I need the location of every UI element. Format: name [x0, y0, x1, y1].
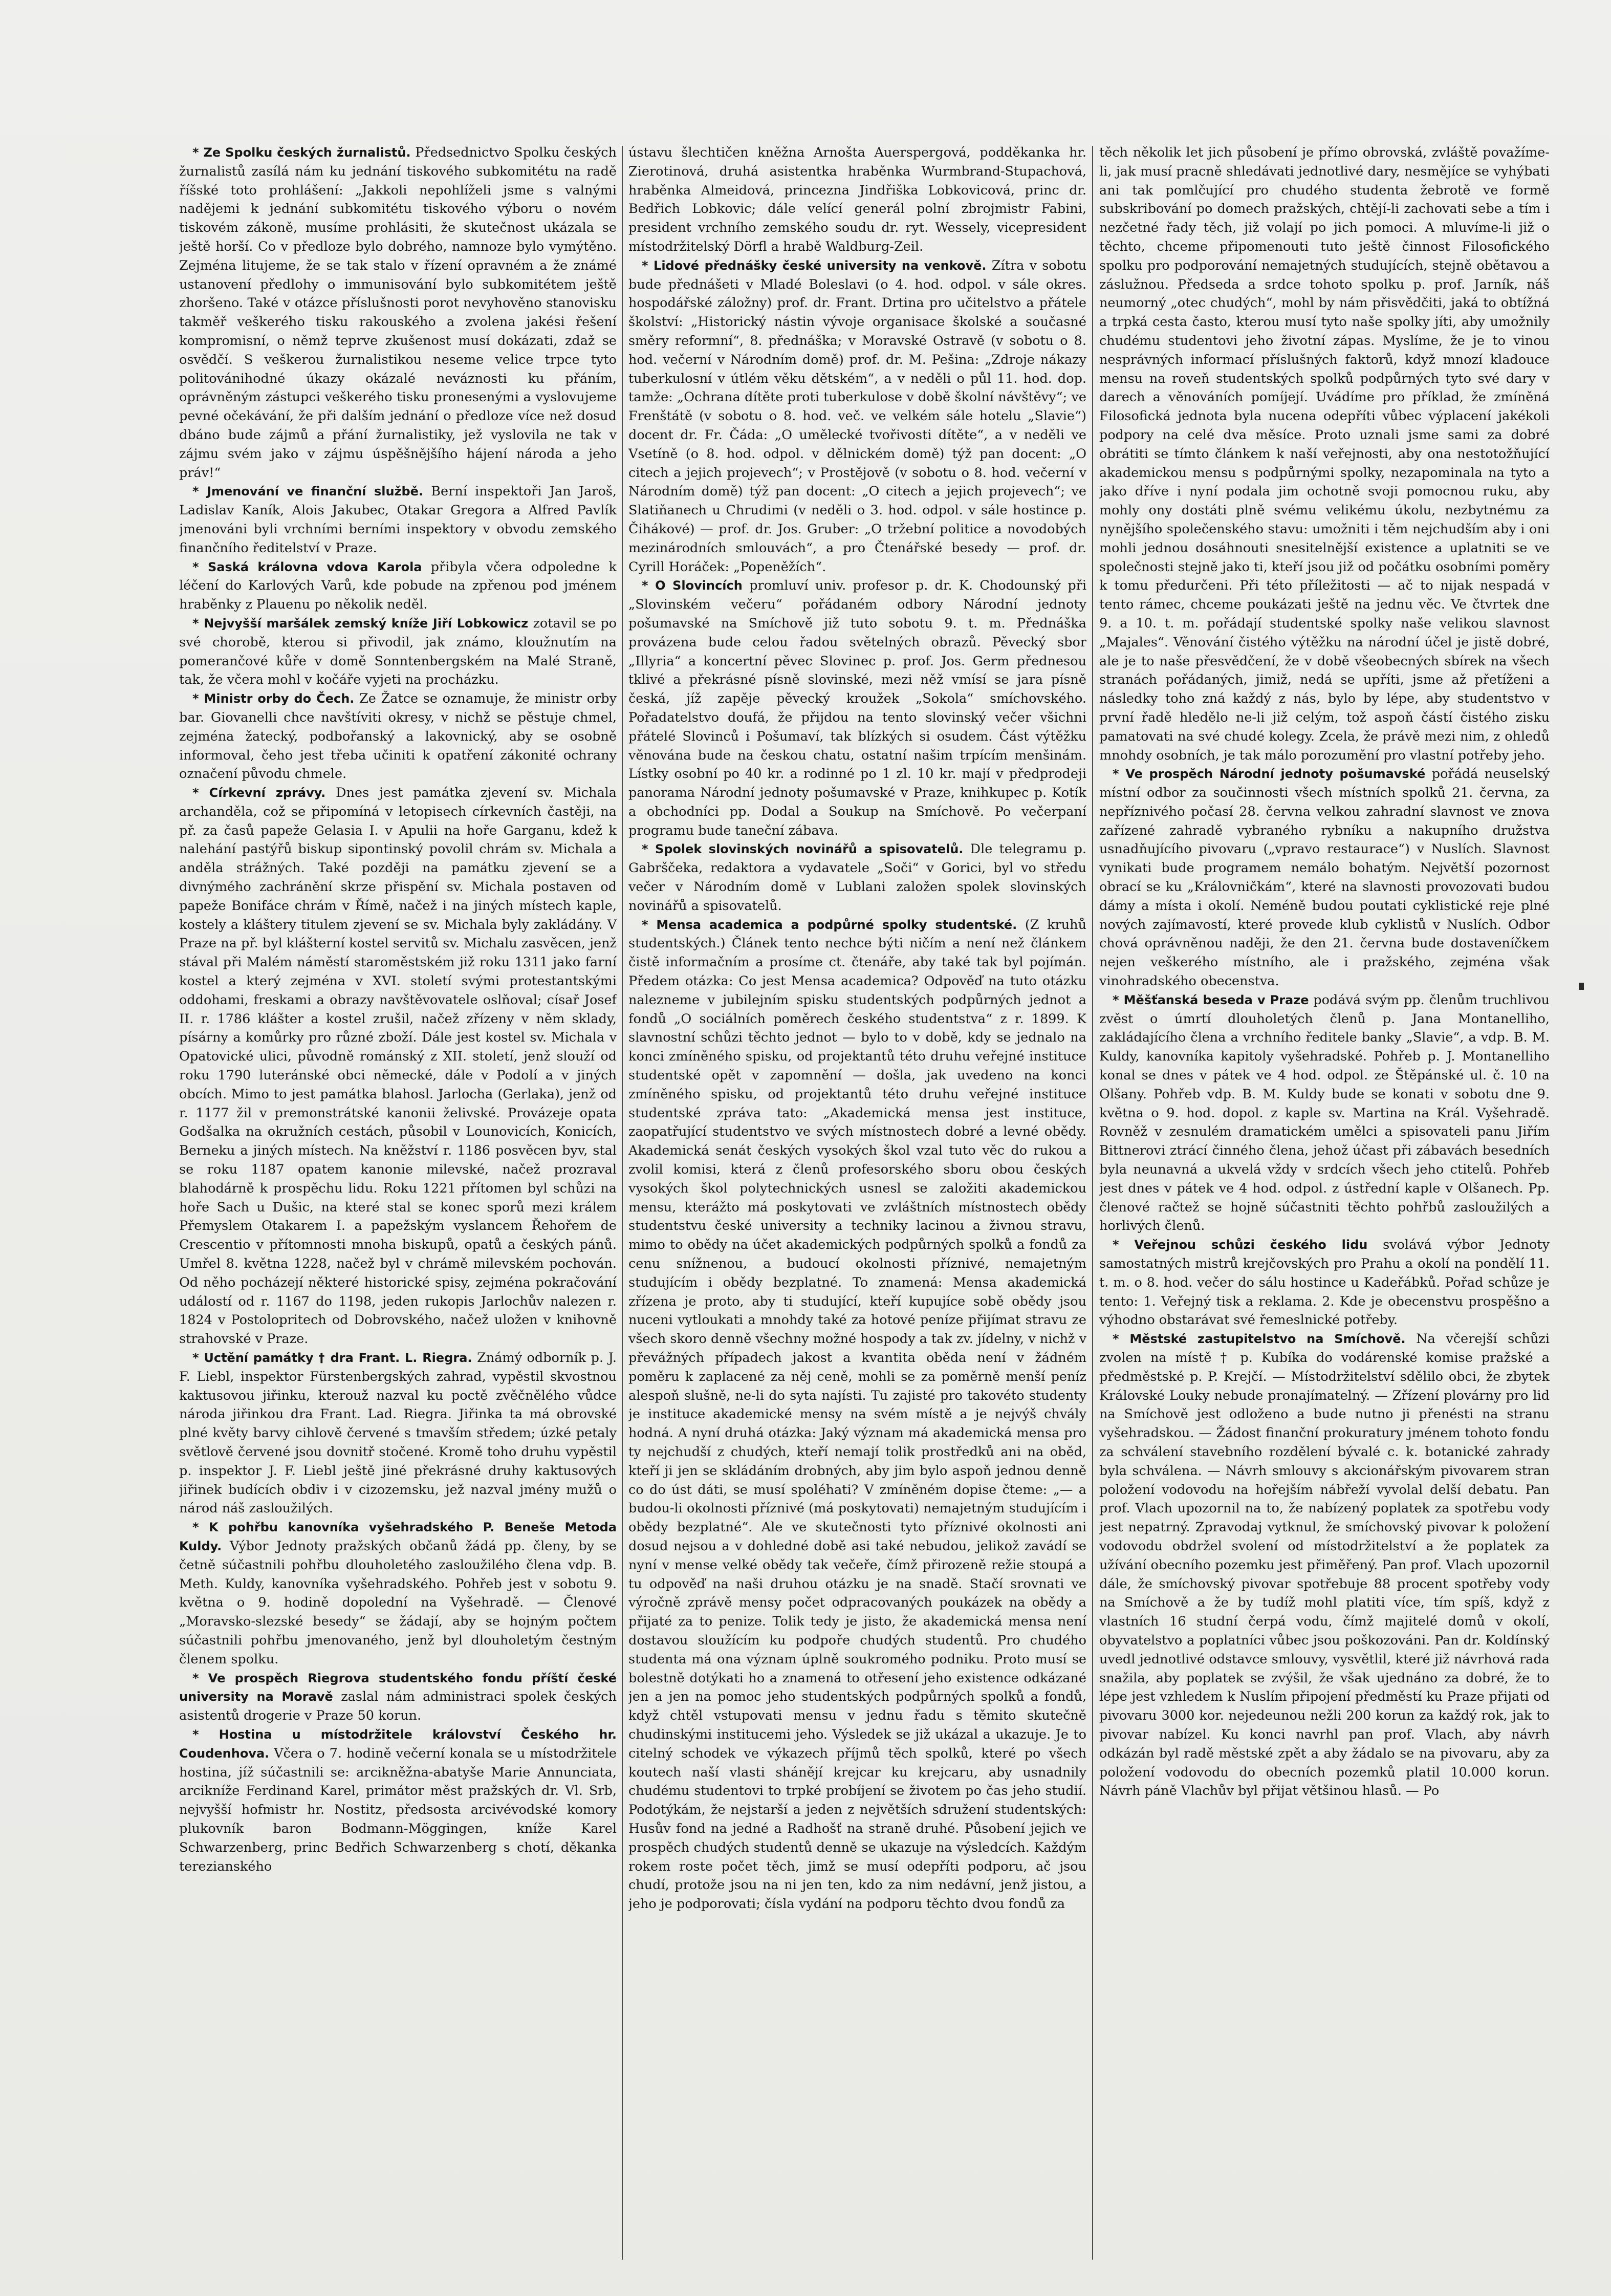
article-headline: * Ministr orby do Čech. [192, 691, 355, 706]
article-text: zotavil se po své chorobě, kterou si přivodil, jak známo, kloužnutím na pomerančové kůře v domě Sonntenbergském na Malé Straně, tak, že včera mohl v kočáře vyjeti na procházku. [179, 615, 617, 688]
article-text: Předsednictvo Spolku českých žurnalistů zasílá nám ku jednání tiskového subkomitétu na radě říšské toto prohlášení: „Jakkoli nepohlíželi jsme s valnými nadějemi k jednání subkomitétu tiskového výboru o novém tiskovém zákoně, musíme prohlásiti, že skutečnost ukázala se ještě horší. Co v předloze bylo dobrého, namnoze bylo vymýtěno. Zejména litujeme, že se tak stalo v řízení opravném a že známé ustanovení předlohy o immunisování bylo subkomitétem ještě zhoršeno. Také v otázce příslušnosti porot nevyhověno stanovisku takměř veškerého tisku rakouského a zvolena jakési řešení kompromisní, o němž teprve zkušenost musí dokázati, zdaž se osvědčí. S veškerou žurnalistikou neseme velice trpce tyto politovánihodné úkazy okázalé neváznosti ku přáním, oprávněným zástupci veškerého tisku pronesenými a vyslovujeme pevné očekávání, že při dalším jednání o předloze více než dosud dbáno bude zájmů a přání žurnalistiky, jež vyslovila ne tak v zájmu svém jako v zájmu úspěšnějšího hájení národa a jeho práv!“ [179, 145, 617, 481]
article-paragraph [628, 576, 1086, 840]
article-headline: * Jmenování ve finanční službě. [192, 484, 424, 499]
article-paragraph [179, 784, 617, 1349]
article-paragraph [1099, 1330, 1550, 1801]
article-paragraph [179, 1349, 617, 1518]
article-paragraph [179, 482, 617, 557]
article-text: (Z kruhů studentských.) Článek tento nechce býti ničím a není než článkem čistě informačním a prosíme ct. čtenáře, aby také tak byl pojímán. Předem otázka: Co jest Mensa academica? Odpověď na tuto otázku nalezneme v jubilejním spisku studentských podpůrných jednot a fondů „O sociálních poměrech českého studentstva“ z r. 1899. K slavnostní schůzi těchto jednot — bylo to v době, kdy se jednalo na konci zmíněného spisku, od projektantů této druhu veřejné instituce studentské opět v zapomnění — došla, jak uvedeno na konci zmíněného spisku, od projektantů této druhu veřejné instituce studentské zpráva tato: „Akademická mensa jest instituce, zaopatřující studentstvo ve svých místnostech dobré a levné obědy. Akademická senát českých vysokých škol vzal tuto věc do rukou a zvolil komisi, která z členů profesorského sboru obou českých vysokých škol polytechnických usnesl se založiti akademickou mensu, kterážto má poskytovati ve zvláštních místnostech obědy studentstvu české university a techniky lacinou a živnou stravu, mimo to obědy na účet akademických podpůrných spolků a fondů za cenu snížnenou, a budoucí okolnosti příznivé, nemajetným studujícím i obědy bezplatné. To znamená: Mensa akademická zřízena je proto, aby ti studující, kteří kupujíce sobě obědy jsou nuceni vytloukati a mnohdy také za hotové peníze přijímat stravu ze všech skoro denně všechny možné hospody a tak zv. jídelny, v nichž v převážných případech jakost a kvantita oběda není v žádném poměru k zaplacené za něj ceně, mohli se za poměrně menší peníz alespoň slušně, ne-li do syta najísti. Tu zajisté pro takovéto studenty je instituce akademické mensy na svém místě a je nejvýš chvály hodná. A nyní druhá otázka: Jaký význam má akademická mensa pro ty nejchudší z chudých, kteří nemají tolik prostředků ani na oběd, kteří ji jen se skládáním drobných, aby jim bylo aspoň jednou denně co do úst dáti, se musí spoléhati? V zmíněném dopise čteme: „— a budou-li okolnosti příznivé (má poskytovati) nemajetným studujícím i obědy bezplatné“. Ale ve skutečnosti tyto příznivé okolnosti ani dosud nejsou a v dohledné době asi také nebudou, jelikož zavádí se nyní v mense velké obědy tak večeře, čímž přirozeně režie stoupá a tu odpověď na naši druhou otázku je na snadě. Stačí srovnati ve výročně zprávě mensy počet odpracovaných poukázek na obědy a přijaté za to penize. Tolik tedy je jisto, že akademická mensa není dostavou sloužícím ku podpoře chudých studentů. Pro chudého studenta má ona význam úplně soukromého podniku. Proto musí se bolestně dotýkati ho a znamená to otřesení jeho existence odkázané jen a jen na pomoc jeho studentských podpůrných spolků a fondů, když chtěl vstupovati mensu v jednu řadu s těmito skutečně chudinskými institucemi jeho. Výsledek se již ukázal a ukazuje. Je to citelný schodek ve výkazech příjmů těch spolků, které po všech koutech naší vlasti shánějí krejcar ku krejcaru, aby usnadnily chudému studentovi to trpké probíjení se životem po čas jeho studií. Podotýkám, že nejstarší a jeden z největších sdružení studentských: Husův fond na jedné a Radhošť na straně druhé. Působení jejich ve prospěch chudých studentů denně se ukazuje na výsledcích. Každým rokem roste počet těch, jimž se musí odepříti podporu, ač jsou chudí, protože jsou na ni jen ten, kdo za nim nedávní, jenž jistou, a jeho je podporovati; čísla vydání na podporu těchto dvou fondů za [628, 917, 1086, 1912]
article-headline: * Mensa academica a podpůrné spolky studentské. [642, 917, 1017, 932]
article-text: Dle telegramu p. Gabrščeka, redaktora a vydavatele „Soči“ v Gorici, byl vo středu večer v Národním domě v Lublani založen spolek slovinských novinářů a spisovatelů. [628, 841, 1086, 914]
article-text: pořádá neuselský místní odbor za součinnosti všech místních spolků 21. června, za nepříznivého počasí 28. června velkou zahradní slavnost ve znova zařízené zahradě vybraného rybníku a nakupního družstva usnadňujícího pivovaru („vpravo restaurace“) v Nuslích. Slavnost vynikati bude programem nemálo bohatým. Největší pozornost obrací se ku „Královničkám“, které na slavnosti provozovati budou dámy a místa i okolí. Neméně budou poutati cyklistické reje plné nových zajímavostí, které provede klub cyklistů v Nuslích. Odbor chová oprávněnou naději, že den 21. června bude dostaveníčkem nejen veškerého místního, ale i pražského, zejména však vinohradského obecenstva. [1099, 766, 1550, 989]
article-paragraph [179, 1518, 617, 1669]
article-headline: * Veřejnou schůzi českého lidu [1113, 1238, 1368, 1252]
article-paragraph [179, 1725, 617, 1876]
article-paragraph [1099, 143, 1550, 765]
article-headline: * Lidové přednášky české university na venkově. [642, 258, 987, 273]
article-headline: * O Slovincích [642, 578, 743, 593]
article-headline: * Saská královna vdova Karola [192, 559, 422, 574]
article-paragraph [1099, 1236, 1550, 1330]
article-paragraph [628, 916, 1086, 1914]
article-text: Berní inspektoři Jan Jaroš, Ladislav Kaník, Alois Jakubec, Otakar Gregora a Alfred Pavlík jmenováni byli vrchními berními inspektory v obvodu zemského finančního ředitelství v Praze. [179, 484, 617, 556]
article-headline: * Ve prospěch Riegrova studentského fondu příští české university na Moravě [179, 1671, 617, 1704]
article-text: Výbor Jednoty pražských občanů žádá pp. členy, by se četně súčastnili pohřbu dlouholetého zasloužilého člena vdp. B. Meth. Kuldy, kanovníka vyšehradského. Pohřeb jest v sobotu 9. května o 9. hodině dopolední na Vyšehradě. — Členové „Moravsko-slezské besedy“ se žádají, aby se hojným počtem súčastnili pohřbu jmenovaného, jenž byl dlouholetým čestným členem spolku. [179, 1538, 617, 1667]
article-headline: * Ze Spolku českých žurnalistů. [192, 145, 411, 160]
article-headline: * Církevní zprávy. [192, 786, 326, 800]
article-text: promluví univ. profesor p. dr. K. Chodounský při „Slovinském večeru“ pořádaném odbory Národní jednoty pošumavské na Smíchově již tuto sobotu 9. t. m. Přednáška provázena bude celou řadou světelných obrazů. Pěvecký sbor „Illyria“ a koncertní pěvec Slovinec p. prof. Jos. Germ přednesou tklivé a překrásné písně slovinské, mezi něž vmísí se jara písně česká, jíž zapěje pěvecký kroužek „Sokola“ smíchovského. Pořadatelstvo doufá, že přijdou na tento slovinský večer všichni přátelé Slovinců i Pošumaví, tak blízkých si osudem. Část výtěžku věnována bude na českou chatu, ostatní našim trpícím menšinám. Lístky osobní po 40 kr. a rodinné po 1 zl. 10 kr. mají v předprodeji panorama Národní jednoty pošumavské v Praze, knihkupec p. Kotík a obchodníci pp. Dodal a Soukup na Smíchově. Po večerpaní programu bude taneční zábava. [628, 578, 1086, 838]
article-paragraph [179, 689, 617, 784]
article-headline: * Měšťanská beseda v Praze [1113, 992, 1309, 1007]
article-headline: * Městské zastupitelstvo na Smíchově. [1113, 1332, 1406, 1347]
margin-mark [1579, 983, 1584, 990]
article-paragraph [179, 614, 617, 689]
column-1 [179, 143, 617, 2272]
article-text: Ze Žatce se oznamuje, že ministr orby bar. Giovanelli chce navštíviti okresy, v nichž se pěstuje chmel, zejména žatecký, podbořanský a lakovnický, aby se osobně informoval, čeho jest třeba učiniti k opatření zákonité ochrany označení původu chmele. [179, 691, 617, 782]
article-text: ústavu šlechtičen kněžna Arnošta Auerspergová, podděkanka hr. Zierotinová, druhá asistentka hraběnka Wurmbrand-Stupachová, hraběnka Almeidová, princezna Jindřiška Lobkovicová, princ dr. Bedřich Lobkovic; dále velící generál polní zbrojmistr Fabini, president vrchního zemského soudu dr. ryt. Wessely, vicepresident místodržitelský Dörfl a hrabě Waldburg-Zeil. [628, 145, 1086, 254]
column-rule [1092, 146, 1093, 2260]
article-text: Včera o 7. hodině večerní konala se u místodržitele hostina, jíž súčastnili se: arcikněžna-abatyše Marie Annunciata, arcikníže Ferdinand Karel, primátor měst pražských dr. Vl. Srb, nejvyšší hofmistr hr. Nostitz, předsosta arcivévodské komory plukovník baron Bodmann-Möggingen, kníže Karel Schwarzenberg, princ Bedřich Schwarzenberg s chotí, děkanka terezianského [179, 1745, 617, 1874]
article-text: těch několik let jich působení je přímo obrovská, zvláště považíme-li, jak musí pracně shledávati jednotlivé dary, nesmějíce se vyhýbati ani tak pomlčující pro chudého studenta žebrotě ve formě subskribování po domech pražských, chtějí-li zachovati sebe a tím i nezčetné řady těch, již volají po jich pomoci. A mluvíme-li již o těchto, chceme připomenouti tuto ještě činnost Filosofického spolku pro podporování nemajetných studujících, stejně obětavou a záslužnou. Předseda a srdce tohoto spolku p. prof. Jarník, náš neumorný „otec chudých“, mohl by nám přisvědčiti, jaká to obtížná a trpká cesta často, kterou musí tyto naše spolky jíti, aby umožnily chudému studentovi jeho životní zápas. Myslíme, že je to vinou nesprávných informací příslušných faktorů, když mnozí kladouce mensu na roveň studentských spolků podpůrných tyto své dary v darech a věnováních pomíjejí. Uvádíme pro příklad, že zmíněná Filosofická jednota byla nucena odepříti vůbec výplacení jakékoli podpory na celé dva měsíce. Proto uznali jsme sami za dobré obrátiti se tímto článkem k naší veřejnosti, aby ona nestotožňující akademickou mensu s podpůrnými spolky, nezapominala na tyto a jako dříve i nyní podala jim ochotně svoji pomocnou ruku, aby mohly ony dostáti plně svému velikému úkolu, nezbytnému za nynějšího společenského stavu: umožniti i těm nejchudším aby i oni mohli jednou dosáhnouti snesitelnější existence a uplatniti se ve společnosti stejně jako ti, kteří jsou již od počátku osobními poměry k tomu předurčeni. Při této příležitosti — ač to nijak nespadá v tento rámec, chceme poukázati ještě na jednu věc. Ve čtvrtek dne 9. a 10. t. m. pořádají studentské spolky naše velikou slavnost „Majales“. Věnování čistého výtěžku na národní účel je jistě dobré, ale je to naše přesvědčení, že v době všeobecných sbírek na všech stranách pořádaných, jimiž, nedá se upříti, jsme až přetíženi a následky toho zná každý z nás, bylo by lépe, aby studentstvo v první řadě hledělo ne-li již celým, tož aspoň částí čistého zisku pamatovati na své chudé kolegy. Zcela, že právě mezi nim, z ohledů mnohdy osobních, je tak málo porozumění pro vlastní potřeby jeho. [1099, 145, 1550, 763]
article-headline: * Spolek slovinských novinářů a spisovatelů. [642, 842, 964, 857]
article-text: Zítra v sobotu bude přednášeti v Mladé Boleslavi (o 4. hod. odpol. v sále okres. hospodářské záložny) prof. dr. Frant. Drtina pro učitelstvo a přátele školství: „Historický nástin vývoje organisace školské a současné směry reformní“, 8. přednáška; v Moravské Ostravě (v sobotu o 8. hod. večerní v Národním domě) prof. dr. M. Pešina: „Zdroje nákazy tuberkulosní v útlém věku dětském“, a v neděli o půl 11. hod. dop. tamže: „Ochrana dítěte proti tuberkulose v době školní návštěvy“; ve Frenštátě (v sobotu o 8. hod. več. ve velkém sále hotelu „Slavie“) docent dr. Fr. Čáda: „O umělecké tvořivosti dítěte“, a v neděli ve Vsetíně (o 8. hod. odpol. v dělnickém domě) týž pan docent: „O citech a jejich projevech“; v Prostějově (v sobotu o 8. hod. večerní v Národním domě) týž pan docent: „O citech a jejich projevech“; ve Slatiňanech u Chrudimi (v neděli o 3. hod. odpol. v sále hostince p. Čihákové) — prof. dr. Jos. Gruber: „O tržební politice a novodobých mezinárodních smlouvách“, a pro Čtenářské besedy — prof. dr. Cyrill Horáček: „Popeněžích“. [628, 257, 1086, 575]
column-rule [622, 146, 623, 2260]
article-paragraph [628, 256, 1086, 577]
article-paragraph [628, 840, 1086, 915]
column-2 [628, 143, 1086, 2272]
article-paragraph [179, 143, 617, 482]
article-paragraph [179, 1669, 617, 1725]
article-paragraph [1099, 991, 1550, 1236]
article-headline: * Nejvyšší maršálek zemský kníže Jiří Lobkowicz [192, 616, 529, 631]
article-text: přibyla včera odpoledne k léčení do Karlových Varů, kde pobude na zpřenou pod jménem hraběnky z Plauenu po několik neděl. [179, 559, 617, 613]
article-text: podává svým pp. členům truchlivou zvěst o úmrtí dlouholetých členů p. Jana Montanelliho, zakládajícího člena a vrchního ředitele banky „Slavie“, a vdp. B. M. Kuldy, kanovníka kapitoly vyšehradské. Pohřeb p. J. Montanelliho konal se dnes v pátek ve 4 hod. odpol. ze Štěpánské ul. č. 10 na Olšany. Pohřeb vdp. B. M. Kuldy bude se konati v sobotu dne 9. května o 9. hod. dopol. z kaple sv. Martina na Král. Vyšehradě. Rovněž v zesnulém dramatickém umělci a spisovateli panu Jiřím Bittnerovi ztrácí činného člena, jehož účast při zábavách besedních byla neunavná a ukvelá vždy v srdcích všech jeho ctitelů. Pohřeb jest dnes v pátek ve 4 hod. odpol. z ústřední kaple v Olšanech. Pp. členové račtež se hojně súčastniti těchto pohřbů zasloužilých a horlivých členů. [1099, 992, 1550, 1234]
article-text: zaslal nám administraci spolek českých asistentů drogerie v Praze 50 korun. [179, 1689, 617, 1724]
article-paragraph [179, 558, 617, 614]
article-text: Dnes jest památka zjevení sv. Michala archanděla, což se připomíná v letopisech církevních častěji, na př. za časů papeže Gelasia I. v Apulii na hoře Garganu, kdež k nalehání pastýřů biskup sipontinský povolil chrám sv. Michala a anděla strážných. Také později na památku zjevení se a divnýmého zachránění skrze přispění sv. Michala postaven od papeže Bonifáce chrám v Římě, načež i na jiných místech kaple, kostely a kláštery titulem zjevení se sv. Michala byly zakládány. V Praze na př. byl klášterní kostel servitů sv. Michalu zasvěcen, jenž stával při Malém náměstí staroměstském již roku 1311 jako farní kostel a který zejména v XVI. století svými protestantskými oddohami, freskami a obrazy navštěvovatele oslňoval; císař Josef II. r. 1786 klášter a kostel zrušil, načež zřízeny v něm sklady, písárny a komůrky pro různé zboží. Dále jest kostel sv. Michala v Opatovické ulici, původně románský z XII. století, jenž slouží od roku 1790 luteránské obci německé, dále v Podolí a v jiných obcích. Mimo to jest památka blahosl. Jarlocha (Gerlaka), jenž od r. 1177 žil v premonstrátské kanonii želivské. Provázeje opata Godšalka na okružních cestách, působil v Lounovicích, Konicích, Berneku a jiných místech. Na kněžství r. 1186 posvěcen byv, stal se roku 1187 opatem kanonie milevské, načež prozraval blahodárně k prospěchu lidu. Roku 1221 přítomen byl schůzi na hoře Sach u Dušic, na které stal se konec sporů mezi králem Přemyslem Otakarem I. a papežským vyslancem Řehořem de Crescentio v přítomnosti mnoha biskupů, opatů a českých pánů. Umřel 8. května 1228, načež byl v chrámě milevském pochován. Od něho pocházejí některé historické spisy, zejména pokračování událostí od r. 1167 do 1198, jeden rukopis Jarlochův nalezen r. 1824 v Postolopritech od Dobrovského, načež uložen v knihovně strahovské v Praze. [179, 785, 617, 1347]
article-paragraph [1099, 765, 1550, 991]
article-paragraph [628, 143, 1086, 256]
column-3 [1099, 143, 1550, 2272]
article-text: Na včerejší schůzi zvolen na místě † p. Kubíka do vodárenské komise pražské a předměstské p. P. Krejčí. — Místodržitelství sdělilo obci, že zbytek Královské Louky nebude pronajímatelný. — Zřízení plovárny pro lid na Smíchově jest odloženo a bude nutno ji přenésti na stranu vyšehradskou. — Žádost finanční prokuratury jménem tohoto fondu za schválení stavebního rozdělení bývalé c. k. botanické zahrady byla schválena. — Návrh smlouvy s akcionářským pivovarem stran položení vodovodu na hořejším nábřeží vyvolal delší debatu. Pan prof. Vlach upozornil na to, že nabízený poplatek za spotřebu vody jest nepatrný. Zpravodaj vytknul, že smíchovský pivovar k položení vodovodu obdržel svolení od místodržitelství a že poplatek za užívání obecního pozemku jest přiměřený. Pan prof. Vlach upozornil dále, že smíchovský pivovar spotřebuje 88 procent spotřeby vody na Smíchově a že by tudíž mohl platiti více, tím spíš, když z vlastních 16 studní čerpá vodu, čímž majitelé domů v okolí, obyvatelstvo a poplatníci vůbec jsou poškozováni. Pan dr. Koldínský uvedl jednotlivé odstavce smlouvy, vysvětlil, které již návrhová rada snažila, aby poplatek se zvýšil, že však ujednáno za dobré, že to lépe jest vzhledem k Nuslím připojení předměstí ku Praze přijati od pivovaru 3000 kor. nejedeunou nežli 200 korun za každý rok, jak to pivovar nabízel. Ku konci navrhl pan prof. Vlach, aby návrh odkázán byl radě městské zpět a aby žádalo se na pivovaru, aby za položení vodovodu do obecních pozemků platil 10.000 korun. Návrh páně Vlachův byl přijat většinou hlasů. — Po [1099, 1331, 1550, 1799]
article-headline: * Hostina u místodržitele království Českého hr. Coudenhova. [179, 1727, 617, 1761]
article-headline: * K pohřbu kanovníka vyšehradského P. Beneše Metoda Kuldy. [179, 1520, 617, 1553]
article-headline: * Uctění památky † dra Frant. L. Riegra. [192, 1351, 472, 1365]
article-text: svolává výbor Jednoty samostatných mistrů krejčovských pro Prahu a okolí na pondělí 11. t. m. o 8. hod. večer do sálu hostince u Kadeřábků. Pořad schůze je tento: 1. Veřejný tisk a reklama. 2. Kde je obecenstvu prospěšno a výhodno obstarávat své řemeslnické potřeby. [1099, 1237, 1550, 1328]
article-headline: * Ve prospěch Národní jednoty pošumavské [1113, 767, 1426, 782]
article-text: Známý odborník p. J. F. Liebl, inspektor Fürstenbergských zahrad, vypěstil skvostnou kaktusovou jiřinku, kterouž nazval ku poctě zvěčnělého vůdce národa jiřinkou dra Frant. Lad. Riegra. Jiřinka ta má obrovské plné květy barvy cihlově červené s tmavším středem; úzké petaly světlově červené jsou dovnitř stočené. Kromě toho druhu vypěstil p. inspektor J. F. Liebl ještě jiné překrásné druhy kaktusových jiřinek budících obdiv i v cizozemsku, jež nazval jmény mužů o národ náš zasloužilých. [179, 1350, 617, 1517]
